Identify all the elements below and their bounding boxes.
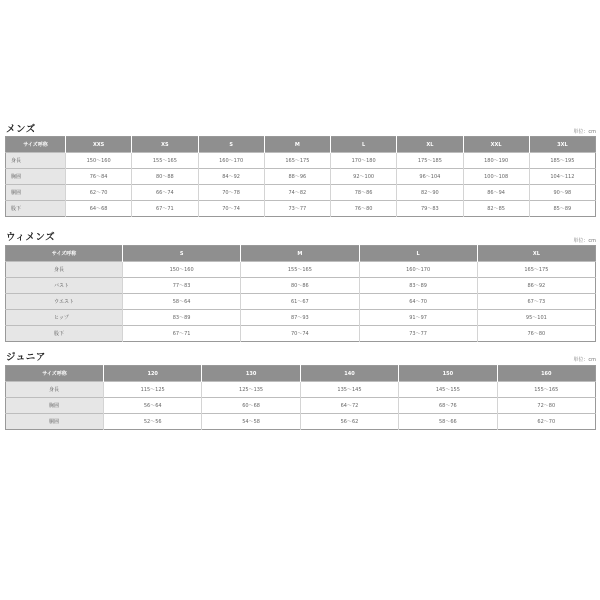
table-cell: 82～85: [463, 201, 529, 217]
womens-size-table: [5, 245, 596, 342]
mens-header-cell: S: [198, 137, 264, 153]
table-cell: 58～66: [399, 414, 497, 430]
junior-header-cell: 130: [202, 366, 300, 382]
table-cell: 96～104: [397, 169, 463, 185]
row-label: ウエスト: [6, 294, 123, 310]
table-cell: 155～165: [241, 262, 359, 278]
table-cell: 67～71: [132, 201, 198, 217]
mens-header-cell: XXL: [463, 137, 529, 153]
table-cell: 150～160: [123, 262, 241, 278]
table-cell: 160～170: [198, 153, 264, 169]
table-cell: 91～97: [359, 310, 477, 326]
table-cell: 87～93: [241, 310, 359, 326]
mens-title: メンズ: [6, 124, 36, 135]
womens-header-cell: L: [359, 246, 477, 262]
womens-section: [5, 229, 596, 341]
womens-header-cell: M: [241, 246, 359, 262]
womens-header-cell: S: [123, 246, 241, 262]
table-row: [6, 382, 596, 398]
table-cell: 90～98: [529, 185, 595, 201]
table-row: [6, 278, 596, 294]
mens-header-cell: 3XL: [529, 137, 595, 153]
womens-header-row: [6, 246, 596, 262]
table-cell: 76～80: [477, 326, 595, 342]
junior-size-table: [5, 365, 596, 430]
table-row: [6, 201, 596, 217]
table-cell: 150～160: [66, 153, 132, 169]
mens-header-cell: XL: [397, 137, 463, 153]
mens-section: [5, 121, 596, 217]
mens-header-cell: サイズ呼称: [6, 137, 66, 153]
table-cell: 84～92: [198, 169, 264, 185]
junior-header-cell: 120: [104, 366, 202, 382]
table-cell: 80～86: [241, 278, 359, 294]
table-cell: 185～195: [529, 153, 595, 169]
table-cell: 86～94: [463, 185, 529, 201]
table-cell: 92～100: [331, 169, 397, 185]
table-cell: 145～155: [399, 382, 497, 398]
table-cell: 78～86: [331, 185, 397, 201]
row-label: 股下: [6, 326, 123, 342]
row-label: 胴囲: [6, 185, 66, 201]
table-cell: 64～72: [300, 398, 398, 414]
table-cell: 54～58: [202, 414, 300, 430]
table-cell: 79～83: [397, 201, 463, 217]
row-label: 胴囲: [6, 414, 104, 430]
table-cell: 70～78: [198, 185, 264, 201]
table-cell: 62～70: [66, 185, 132, 201]
table-row: [6, 294, 596, 310]
table-row: [6, 326, 596, 342]
mens-header-cell: M: [264, 137, 330, 153]
table-cell: 74～82: [264, 185, 330, 201]
row-label: ヒップ: [6, 310, 123, 326]
junior-unit: 単位：cm: [573, 357, 596, 363]
table-cell: 66～74: [132, 185, 198, 201]
mens-header-cell: XS: [132, 137, 198, 153]
table-row: [6, 414, 596, 430]
junior-section: [5, 349, 596, 431]
table-cell: 68～76: [399, 398, 497, 414]
row-label: 身長: [6, 153, 66, 169]
junior-header-row: [6, 366, 596, 382]
mens-header-cell: L: [331, 137, 397, 153]
row-label: 胸囲: [6, 169, 66, 185]
table-cell: 67～71: [123, 326, 241, 342]
table-cell: 80～88: [132, 169, 198, 185]
table-cell: 61～67: [241, 294, 359, 310]
table-cell: 83～89: [123, 310, 241, 326]
table-cell: 135～145: [300, 382, 398, 398]
table-row: [6, 310, 596, 326]
junior-header-cell: 160: [497, 366, 595, 382]
table-cell: 125～135: [202, 382, 300, 398]
table-cell: 180～190: [463, 153, 529, 169]
womens-unit: 単位：cm: [573, 238, 596, 244]
womens-title: ウィメンズ: [6, 232, 56, 243]
womens-header-cell: XL: [477, 246, 595, 262]
table-row: [6, 169, 596, 185]
table-cell: 64～68: [66, 201, 132, 217]
table-row: [6, 153, 596, 169]
table-cell: 95～101: [477, 310, 595, 326]
table-cell: 160～170: [359, 262, 477, 278]
table-cell: 175～185: [397, 153, 463, 169]
table-cell: 70～74: [241, 326, 359, 342]
womens-header-cell: サイズ呼称: [6, 246, 123, 262]
table-cell: 100～108: [463, 169, 529, 185]
table-cell: 77～83: [123, 278, 241, 294]
table-cell: 56～62: [300, 414, 398, 430]
table-cell: 155～165: [132, 153, 198, 169]
row-label: 胸囲: [6, 398, 104, 414]
table-cell: 76～84: [66, 169, 132, 185]
mens-unit: 単位：cm: [573, 129, 596, 135]
table-cell: 82～90: [397, 185, 463, 201]
row-label: バスト: [6, 278, 123, 294]
table-cell: 88～96: [264, 169, 330, 185]
table-row: [6, 398, 596, 414]
junior-header-cell: サイズ呼称: [6, 366, 104, 382]
table-cell: 60～68: [202, 398, 300, 414]
table-cell: 70～74: [198, 201, 264, 217]
table-row: [6, 185, 596, 201]
junior-header-cell: 150: [399, 366, 497, 382]
table-cell: 83～89: [359, 278, 477, 294]
table-cell: 155～165: [497, 382, 595, 398]
junior-title: ジュニア: [6, 352, 46, 363]
table-cell: 76～80: [331, 201, 397, 217]
table-cell: 67～73: [477, 294, 595, 310]
table-cell: 58～64: [123, 294, 241, 310]
mens-size-table: [5, 136, 596, 217]
table-cell: 85～89: [529, 201, 595, 217]
mens-header-row: [6, 137, 596, 153]
table-cell: 62～70: [497, 414, 595, 430]
table-row: [6, 262, 596, 278]
mens-header-cell: XXS: [66, 137, 132, 153]
row-label: 身長: [6, 382, 104, 398]
table-cell: 64～70: [359, 294, 477, 310]
table-cell: 56～64: [104, 398, 202, 414]
table-cell: 73～77: [264, 201, 330, 217]
junior-header-cell: 140: [300, 366, 398, 382]
table-cell: 115～125: [104, 382, 202, 398]
table-cell: 86～92: [477, 278, 595, 294]
table-cell: 170～180: [331, 153, 397, 169]
row-label: 身長: [6, 262, 123, 278]
table-cell: 165～175: [477, 262, 595, 278]
table-cell: 73～77: [359, 326, 477, 342]
table-cell: 52～56: [104, 414, 202, 430]
table-cell: 165～175: [264, 153, 330, 169]
row-label: 股下: [6, 201, 66, 217]
table-cell: 104～112: [529, 169, 595, 185]
table-cell: 72～80: [497, 398, 595, 414]
